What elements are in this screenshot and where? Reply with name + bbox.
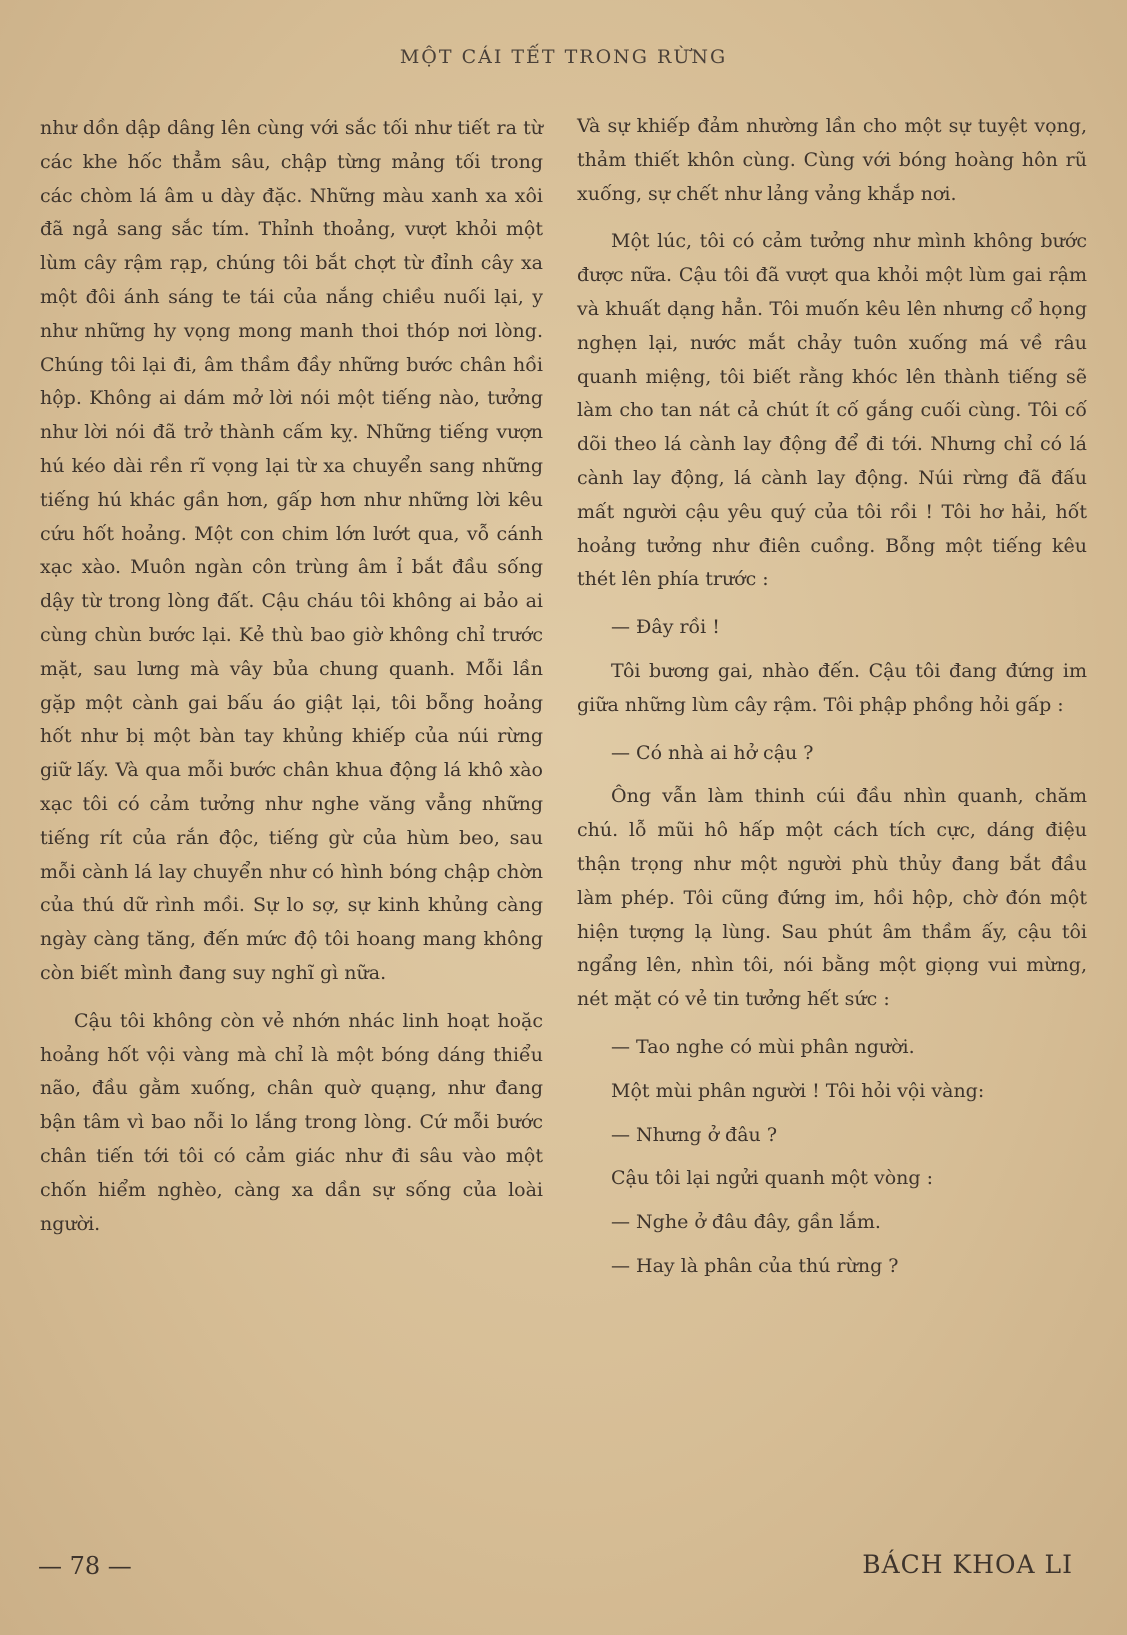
page-number: — 78 — [38, 1552, 132, 1580]
publication-name: BÁCH KHOA LI [862, 1550, 1073, 1579]
running-head: MỘT CÁI TẾT TRONG RỪNG [399, 46, 728, 68]
dialogue-line: — Nghe ở đâu đây, gần lắm. [611, 1211, 881, 1234]
paragraph: Và sự khiếp đảm nhường lần cho một sự tuyệt vọng, thảm thiết khôn cùng. Cùng với bóng hoàng hôn rũ xuống, sự chết như lảng vảng khắp nơi. [577, 115, 1087, 205]
paragraph: Một lúc, tôi có cảm tưởng như mình không bước được nữa. Cậu tôi đã vượt qua khỏi một lùm gai rậm và khuất dạng hẳn. Tôi muốn kêu lên nhưng cổ họng nghẹn lại, nước mắt chảy tuôn xuống má về râu quanh miệng, tôi biết rằng khóc lên thành tiếng sẽ làm cho tan nát cả chút ít cố gắng cuối cùng. Tôi cố dõi theo lá cành lay động để đi tới. Nhưng chỉ có lá cành lay động, lá cành lay động. Núi rừng đã đấu mất người cậu yêu quý của tôi rồi ! Tôi hơ hải, hốt hoảng tưởng như điên cuồng. Bỗng một tiếng kêu thét lên phía trước : [577, 230, 1087, 591]
paragraph: Cậu tôi không còn vẻ nhớn nhác linh hoạt hoặc hoảng hốt vội vàng mà chỉ là một bóng dáng thiểu não, đầu gằm xuống, chân quờ quạng, như đang bận tâm vì bao nỗi lo lắng trong lòng. Cứ mỗi bước chân tiến tới tôi có cảm giác như đi sâu vào một chốn hiểm nghèo, càng xa dần sự sống của loài người. [40, 1009, 543, 1235]
right-column [577, 110, 1087, 1294]
dialogue-line: — Hay là phân của thú rừng ? [611, 1254, 899, 1277]
dialogue-line: — Nhưng ở đâu ? [611, 1123, 778, 1146]
dialogue-line: — Có nhà ai hở cậu ? [611, 741, 814, 764]
dialogue-line: — Tao nghe có mùi phân người. [611, 1035, 915, 1058]
paragraph: Tôi bương gai, nhào đến. Cậu tôi đang đứng im giữa những lùm cây rậm. Tôi phập phồng hỏi gấp : [577, 659, 1087, 716]
paragraph: Ông vẫn làm thinh cúi đầu nhìn quanh, chăm chú. lỗ mũi hô hấp một cách tích cực, dáng điệu thận trọng như một người phù thủy đang bắt đầu làm phép. Tôi cũng đứng im, hồi hộp, chờ đón một hiện tượng lạ lùng. Sau phút âm thầm ấy, cậu tôi ngẩng lên, nhìn tôi, nói bằng một giọng vui mừng, nét mặt có vẻ tin tưởng hết sức : [577, 785, 1087, 1011]
dialogue-line: — Đây rồi ! [611, 616, 720, 639]
dialogue-line: Một mùi phân người ! Tôi hỏi vội vàng: [611, 1079, 985, 1102]
paragraph: như dồn dập dâng lên cùng với sắc tối như tiết ra từ các khe hốc thẳm sâu, chập từng mảng tối trong các chòm lá âm u dày đặc. Những màu xanh xa xôi đã ngả sang sắc tím. Thỉnh thoảng, vượt khỏi một lùm cây rậm rạp, chúng tôi bắt chợt từ đỉnh cây xa một đôi ánh sáng te tái của nắng chiều nuối lại, y như những hy vọng mong manh thoi thóp nơi lòng. Chúng tôi lại đi, âm thầm đầy những bước chân hồi hộp. Không ai dám mở lời nói một tiếng nào, tưởng như lời nói đã trở thành cấm kỵ. Những tiếng vượn hú kéo dài rền rĩ vọng lại từ xa chuyển sang những tiếng hú khác gần hơn, gấp hơn như những lời kêu cứu hốt hoảng. Một con chim lớn lướt qua, vỗ cánh xạc xào. Muôn ngàn côn trùng âm ỉ bắt đầu sống dậy từ trong lòng đất. Cậu cháu tôi không ai bảo ai cùng chùn bước lại. Kẻ thù bao giờ không chỉ trước mặt, sau lưng mà vây bủa chung quanh. Mỗi lần gặp một cành gai bấu áo giật lại, tôi bỗng hoảng hốt như bị một bàn tay khủng khiếp của núi rừng giữ lấy. Và qua mỗi bước chân khua động lá khô xào xạc tôi có cảm tưởng như nghe văng vẳng những tiếng rít của rắn độc, tiếng gừ của hùm beo, sau mỗi cành lá lay chuyển như có hình bóng chập chờn của thú dữ rình mồi. Sự lo sợ, sự kinh khủng càng ngày càng tăng, đến mức độ tôi hoang mang không còn biết mình đang suy nghĩ gì nữa. [40, 117, 543, 984]
dialogue-line: Cậu tôi lại ngửi quanh một vòng : [611, 1167, 933, 1190]
left-column [40, 112, 543, 1255]
